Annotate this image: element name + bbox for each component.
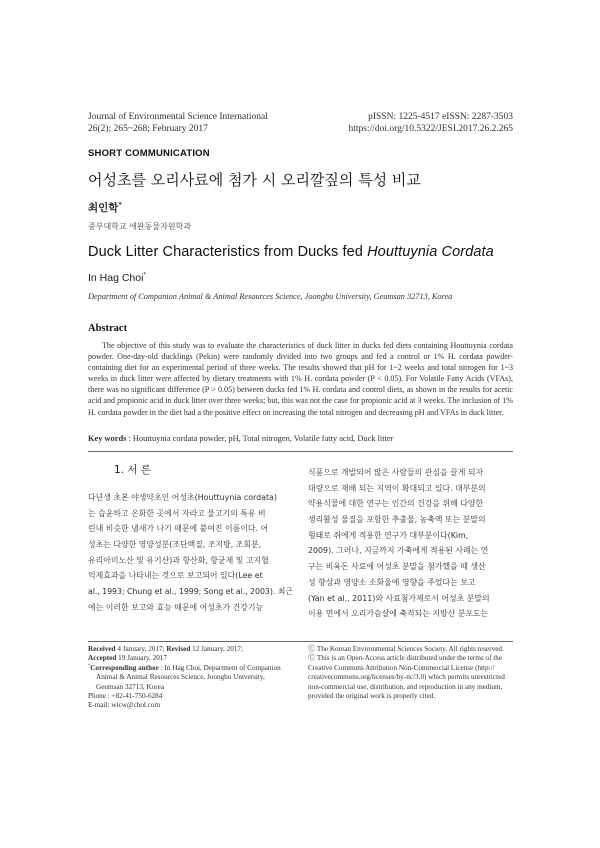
accepted-line	[88, 654, 293, 663]
body-line: 약용식물에 대한 연구는 인간의 건강을 위해 다양한	[308, 499, 484, 509]
copyright-line3: Creative Commons Attribution Non-Commercial License (http://	[308, 663, 495, 672]
copyright-line6: provided the original work is properly cited.	[308, 692, 436, 701]
author-mark: *	[118, 201, 122, 209]
received-date: 4 January, 2017;	[115, 645, 167, 653]
korean-affiliation: 중부대학교 애완동물자원학과	[88, 222, 192, 231]
english-author	[88, 272, 146, 284]
body-line: 이용 면에서 오리가슴살에 축적되는 지방산 분포도는	[308, 609, 489, 619]
body-line: 유리아미노산 및 유기산)과 항산화, 항균제 및 고지혈	[88, 555, 269, 565]
abstract-divider	[88, 451, 513, 452]
doi-link[interactable]: https://doi.org/10.5322/JESI.2017.26.2.265	[348, 124, 513, 134]
keywords-label: Key words	[88, 434, 127, 443]
body-line: 형태로 쥐에게 적용한 연구가 대부분이다(Kim,	[308, 530, 469, 540]
body-line: 린내 비슷한 냄새가 나기 때문에 붙여진 이름이다. 어	[88, 524, 269, 534]
body-line: 생리활성 물질을 포함한 추출물, 농축액 또는 분말의	[308, 515, 486, 525]
accepted-date: 19 January, 2017	[116, 654, 167, 663]
email-line[interactable]: E-mail: wicw@chol.com	[88, 701, 161, 710]
volume-line: 26(2); 265~268; February 2017	[88, 124, 208, 134]
body-line: 2009). 그러나, 지금까지 가축에게 적용된 사례는 연	[308, 546, 489, 556]
revised-label: Revised	[166, 645, 191, 653]
copyright-block	[308, 645, 513, 701]
body-line: al., 1993; Chung et al., 1999; Song et al., 2003). 최근	[88, 587, 293, 597]
body-line: 식품으로 개발되어 많은 사람들의 관심을 끌게 되자	[308, 468, 484, 477]
author-mark: *	[143, 271, 146, 279]
section-label: SHORT COMMUNICATION	[88, 148, 210, 159]
phone-line: Phone : +82-41-750-6284	[88, 692, 163, 701]
body-line: 에는 이러한 보고와 효능 때문에 어성초가 건강기능	[88, 602, 264, 612]
abstract-text: The objective of this study was to evaluate the characteristics of duck litter in ducks fed diets containing Houttuynia cordata powder. One-day-old ducklings (Pekin) were randomly divided into two groups and fed a control or 1% H. cordata powder-containing diet for an experimental period of three weeks. The results showed that pH for 1~2 weeks and total nitrogen for 1~3 weeks in duck litter were affected by dietary treatments with 1% H. cordata powder (P < 0.05). For Volatile Fatty Acids (VFAs), there was no significant difference (P > 0.05) between ducks fed 1% H. cordata and control diets, as shown in the results for acetic acid and propionic acid in duck litter over three weeks; but, this was not the case for propionic acid at 3 weeks. The inclusion of 1% H. cordata powder in the diet had a the positive effect on increasing the total nitrogen and decreasing pH and VFAs in duck litter.	[88, 341, 513, 417]
english-affiliation: Department of Companion Animal & Animal Resources Science, Joongbu University, Geumsan 32713, Korea	[88, 292, 453, 301]
footnote-divider	[88, 641, 513, 642]
corr-line3: Geumsan 32713, Korea	[96, 682, 165, 691]
english-author-name: In Hag Choi	[88, 272, 144, 284]
intro-left-column	[88, 490, 293, 616]
english-title	[88, 244, 494, 260]
corr-label: Corresponding author	[90, 663, 159, 672]
abstract-body	[88, 340, 513, 418]
body-line: 는 습윤하고 온화한 곳에서 자라고 물고기의 특유 비	[88, 508, 266, 518]
received-line	[88, 645, 293, 654]
corr-mark: *	[88, 662, 91, 668]
korean-title: 어성초를 오리사료에 첨가 시 오리깔짚의 특성 비교	[88, 171, 421, 189]
english-title-main: Duck Litter Characteristics from Ducks fed	[88, 244, 368, 260]
english-title-species: Houttuynia Cordata	[367, 244, 494, 260]
body-line: 성초는 다양한 영양성분(조단백질, 조지방, 조회분,	[88, 540, 262, 550]
accepted-label: Accepted	[88, 654, 117, 663]
copyright-line5: non-commercial use, distribution, and reproduction in any medium,	[308, 682, 503, 691]
keywords-text: : Houttuynia cordata powder, pH, Total nitrogen, Volatile fatty acid, Duck litter	[126, 434, 394, 443]
body-line: (Yan et al., 2011)와 사료첨가제로서 어성초 분말의	[308, 593, 490, 603]
footnote-left	[88, 645, 293, 711]
section-heading-intro: 1. 서 론	[114, 464, 151, 476]
body-line: 다년생 초본 야생약초인 어성초(Houttuynia cordata)	[88, 493, 277, 502]
copyright-line2: Ⓒ This is an Open-Access article distributed under the terms of the	[308, 654, 503, 663]
journal-header-left	[88, 111, 268, 135]
keywords	[88, 434, 393, 443]
copyright-line4: creativecommons.org/licenses/by-nc/3.0) which permits unrestricted	[308, 673, 505, 682]
journal-name: Journal of Environmental Science International	[88, 112, 268, 122]
corr-line2: Animal & Animal Resources Science, Joongbu University,	[96, 673, 265, 682]
received-label: Received	[88, 645, 116, 653]
abstract-heading: Abstract	[88, 323, 128, 334]
body-line: 구는 비육돈 사료에 어성초 분말을 첨가했을 때 생산	[308, 562, 486, 572]
intro-right-column	[308, 465, 513, 622]
korean-author-name: 최인학	[88, 202, 119, 214]
korean-author	[88, 200, 122, 215]
corr-line1: : In Hag Choi, Department of Companion	[160, 663, 281, 672]
revised-date: 12 January, 2017;	[190, 645, 243, 653]
corresponding-line	[88, 664, 293, 673]
copyright-line1: Ⓒ The Korean Environmental Sciences Society. All rights reserved.	[308, 645, 504, 653]
journal-header-right	[300, 111, 513, 135]
body-line: 억제효과을 나타내는 것으로 보고되어 있다(Lee et	[88, 571, 263, 581]
issn-line: pISSN: 1225-4517 eISSN: 2287-3503	[368, 112, 513, 122]
body-line: 성 향상과 영양소 소화율에 영향을 주었다는 보고	[308, 577, 476, 587]
body-line: 대량으로 재배 되는 지역이 확대되고 있다. 대부분의	[308, 483, 486, 493]
